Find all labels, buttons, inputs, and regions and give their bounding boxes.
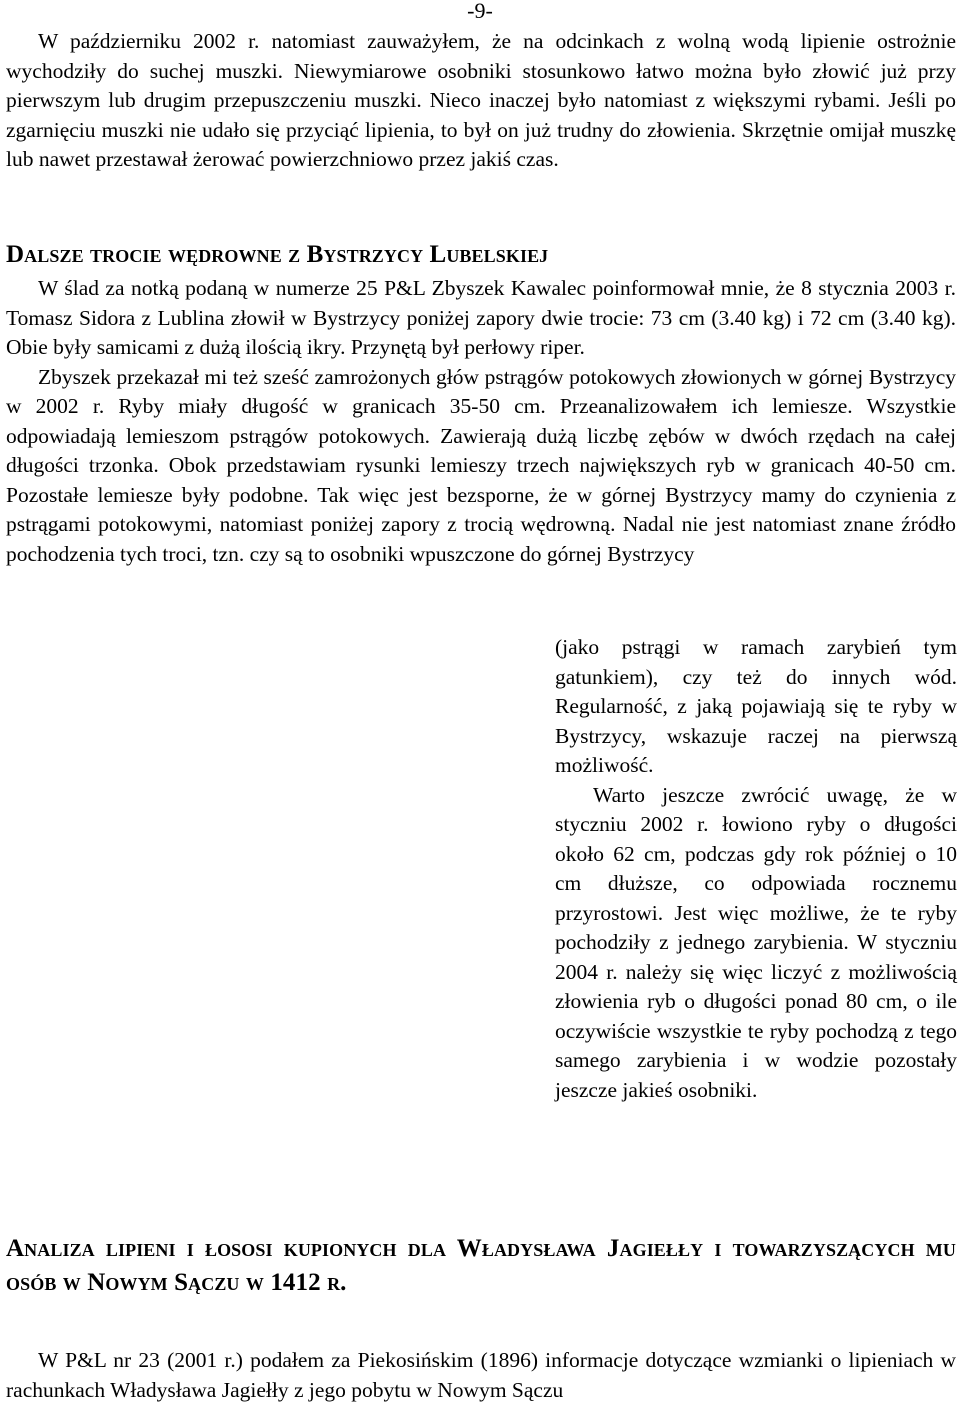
intro-paragraph: W październiku 2002 r. natomiast zauważyłem, że na odcinkach z wolną wodą lipienie ostrożnie wychodziły do suchej muszki. Niewymiarowe osobniki stosunkowo łatwo można było złowić już przy pierwszym lub drugim przepuszczeniu muszki. Nieco inaczej było natomiast z większymi rybami. Jeśli po zgarnięciu muszki nie udało się przyciąć lipienia, to był on już trudny do złowienia. Skrzętnie omijał muszkę lub nawet przestawał żerować powierzchniowo przez jakiś czas. xyxy=(6,29,956,171)
page-number: -9- xyxy=(467,0,493,23)
section-bystrzyca-paragraph-2: Zbyszek przekazał mi też sześć zamrożonych głów pstrągów potokowych złowionych w górnej Bystrzycy w 2002 r. Ryby miały długość w granicach 35-50 cm. Przeanalizowałem ich lemiesze. Wszystkie odpowiadają lemieszom pstrągów potokowych. Zawierają dużą liczbę zębów w dwóch rzędach na całej długości trzonka. Obok przedstawiam rysunki lemieszy trzech największych ryb w granicach 40-50 cm. Pozostałe lemiesze były podobne. Tak więc jest bezsporne, że w górnej Bystrzycy mamy do czynienia z pstrągami potokowymi, natomiast poniżej zapory z trocią wędrowną. Nadal nie jest natomiast znane źródło pochodzenia tych troci, tzn. czy są to osobniki wpuszczone do górnej Bystrzycy xyxy=(6,364,956,566)
section-heading-bystrzyca: Dalsze trocie wędrowne z Bystrzycy Lubelskiej xyxy=(6,241,549,268)
section-bystrzyca-paragraph-2-continued: (jako pstrągi w ramach zarybień tym gatunkiem), czy też do innych wód. Regularność, z jaką pojawiają się te ryby w Bystrzycy, wskazuje raczej na pierwszą możliwość. xyxy=(555,635,957,777)
section-bystrzyca-right-column xyxy=(555,633,957,1105)
section-analiza-body xyxy=(6,1346,956,1405)
section-analiza-paragraph-1: W P&L nr 23 (2001 r.) podałem za Piekosińskim (1896) informacje dotyczące wzmianki o lipieniach w rachunkach Władysława Jagiełły z jego pobytu w Nowym Sączu xyxy=(6,1348,956,1402)
section-bystrzyca-paragraph-1: W ślad za notką podaną w numerze 25 P&L Zbyszek Kawalec poinformował mnie, że 8 stycznia 2003 r. Tomasz Sidora z Lublina złowił w Bystrzycy poniżej zapory dwie trocie: 73 cm (3.40 kg) i 72 cm (3.40 kg). Obie były samicami z dużą ilością ikry. Przynętą był perłowy riper. xyxy=(6,276,956,359)
section-heading-analiza: Analiza lipieni i łososi kupionych dla Władysława Jagiełły i towarzyszących mu osób w Nowym Sączu w 1412 r. xyxy=(6,1235,956,1296)
section-bystrzyca-paragraph-3: Warto jeszcze zwrócić uwagę, że w styczniu 2002 r. łowiono ryby o długości około 62 cm, podczas gdy rok później o 10 cm dłuższe, co odpowiada rocznemu przyrostowi. Jest więc możliwe, że te ryby pochodziły z jednego zarybienia. W styczniu 2004 r. należy się więc liczyć z możliwością złowienia ryb o długości ponad 80 cm, o ile oczywiście wszystkie te ryby pochodzą z tego samego zarybienia i w wodzie pozostały jeszcze jakieś osobniki. xyxy=(555,782,957,1102)
section-bystrzyca-body xyxy=(6,274,956,569)
intro-paragraph-block xyxy=(6,27,956,175)
